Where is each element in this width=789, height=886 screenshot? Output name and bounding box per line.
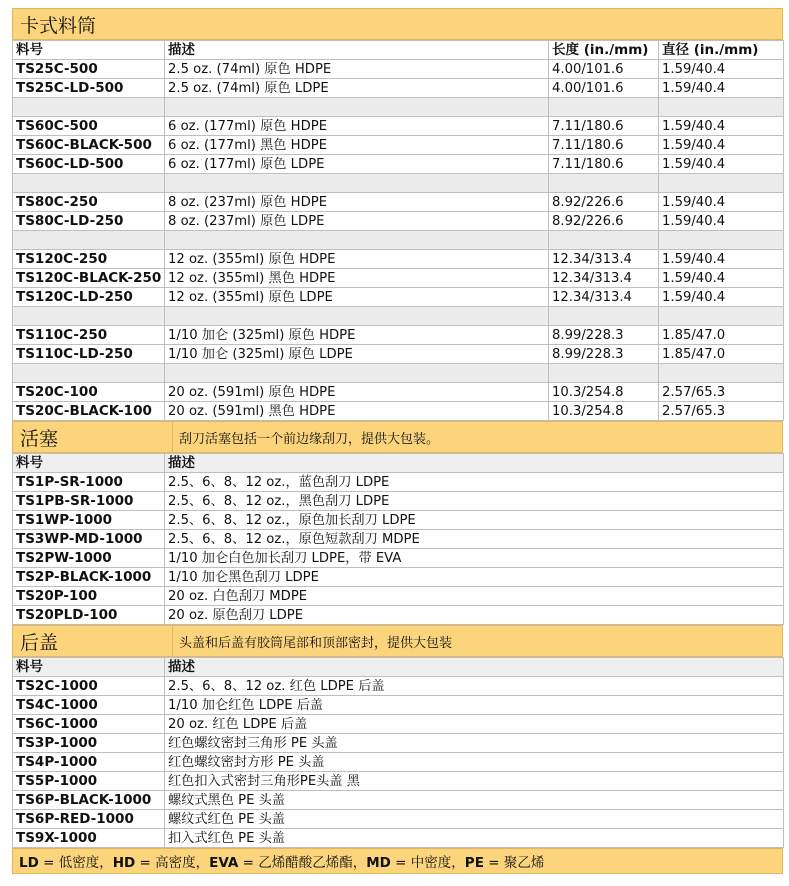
- table-row: [13, 530, 784, 549]
- caps-note: 头盖和后盖有胶筒尾部和顶部密封，提供大包装: [172, 626, 452, 656]
- part-number: TS9X-1000: [13, 829, 165, 848]
- table-row: [13, 60, 784, 79]
- plungers-table: [12, 453, 784, 625]
- part-number: TS60C-BLACK-500: [13, 136, 165, 155]
- spacer-cell: [659, 231, 784, 250]
- table-row: [13, 753, 784, 772]
- spacer-row: [13, 98, 784, 117]
- table-row: [13, 511, 784, 530]
- description: 20 oz. (591ml) 原色 HDPE: [165, 383, 549, 402]
- table-row: [13, 473, 784, 492]
- column-header: 长度 (in./mm): [549, 41, 659, 60]
- table-row: [13, 402, 784, 421]
- description: 20 oz. 原色刮刀 LDPE: [165, 606, 784, 625]
- part-number: TS5P-1000: [13, 772, 165, 791]
- part-number: TS60C-LD-500: [13, 155, 165, 174]
- spacer-cell: [549, 364, 659, 383]
- description: 红色扣入式密封三角形PE头盖 黑: [165, 772, 784, 791]
- description: 螺纹式红色 PE 头盖: [165, 810, 784, 829]
- table-row: [13, 193, 784, 212]
- description: 2.5、6、8、12 oz.，原色加长刮刀 LDPE: [165, 511, 784, 530]
- part-number: TS25C-500: [13, 60, 165, 79]
- description: 20 oz. 白色刮刀 MDPE: [165, 587, 784, 606]
- table-row: [13, 269, 784, 288]
- part-number: TS1WP-1000: [13, 511, 165, 530]
- legend-meaning: = 乙烯醋酸乙烯酯，: [238, 855, 367, 871]
- legend-meaning: = 聚乙烯: [483, 855, 545, 871]
- description: 12 oz. (355ml) 原色 LDPE: [165, 288, 549, 307]
- spacer-cell: [165, 98, 549, 117]
- table-row: [13, 734, 784, 753]
- legend-meaning: = 低密度，: [38, 855, 113, 871]
- dimension: 2.57/65.3: [659, 402, 784, 421]
- dimension: 12.34/313.4: [549, 250, 659, 269]
- table-row: [13, 715, 784, 734]
- column-header: 描述: [165, 454, 784, 473]
- spacer-cell: [165, 231, 549, 250]
- dimension: 1.59/40.4: [659, 136, 784, 155]
- dimension: 1.59/40.4: [659, 155, 784, 174]
- description: 20 oz. (591ml) 黑色 HDPE: [165, 402, 549, 421]
- spacer-cell: [13, 307, 165, 326]
- spacer-cell: [13, 364, 165, 383]
- dimension: 7.11/180.6: [549, 117, 659, 136]
- table-row: [13, 288, 784, 307]
- plungers-note: 刮刀活塞包括一个前边缘刮刀，提供大包装。: [172, 422, 439, 452]
- column-header: 料号: [13, 41, 165, 60]
- dimension: 8.99/228.3: [549, 326, 659, 345]
- legend-abbreviation: EVA: [209, 855, 239, 871]
- legend-meaning: = 中密度，: [390, 855, 465, 871]
- table-row: [13, 492, 784, 511]
- description: 6 oz. (177ml) 原色 LDPE: [165, 155, 549, 174]
- table-row: [13, 345, 784, 364]
- part-number: TS6P-BLACK-1000: [13, 791, 165, 810]
- table-row: [13, 117, 784, 136]
- legend-abbreviation: MD: [366, 855, 391, 871]
- description: 1/10 加仑黑色刮刀 LDPE: [165, 568, 784, 587]
- part-number: TS4C-1000: [13, 696, 165, 715]
- spacer-row: [13, 307, 784, 326]
- description: 扣入式红色 PE 头盖: [165, 829, 784, 848]
- part-number: TS1PB-SR-1000: [13, 492, 165, 511]
- dimension: 12.34/313.4: [549, 269, 659, 288]
- dimension: 7.11/180.6: [549, 136, 659, 155]
- description: 6 oz. (177ml) 原色 HDPE: [165, 117, 549, 136]
- spacer-cell: [659, 174, 784, 193]
- part-number: TS80C-LD-250: [13, 212, 165, 231]
- description: 红色螺纹密封三角形 PE 头盖: [165, 734, 784, 753]
- table-row: [13, 250, 784, 269]
- spacer-cell: [13, 98, 165, 117]
- dimension: 10.3/254.8: [549, 402, 659, 421]
- abbreviation-legend: [12, 848, 783, 874]
- legend-abbreviation: LD: [19, 855, 39, 871]
- legend-abbreviation: PE: [464, 855, 484, 871]
- dimension: 4.00/101.6: [549, 79, 659, 98]
- description: 2.5 oz. (74ml) 原色 HDPE: [165, 60, 549, 79]
- dimension: 8.92/226.6: [549, 193, 659, 212]
- column-header: 料号: [13, 454, 165, 473]
- part-number: TS120C-LD-250: [13, 288, 165, 307]
- cartridges-section-header: [12, 8, 783, 40]
- description: 1/10 加仑白色加长刮刀 LDPE，带 EVA: [165, 549, 784, 568]
- table-row: [13, 212, 784, 231]
- table-row: [13, 326, 784, 345]
- caps-header-row: [13, 658, 784, 677]
- dimension: 2.57/65.3: [659, 383, 784, 402]
- part-number: TS20PLD-100: [13, 606, 165, 625]
- part-number: TS110C-LD-250: [13, 345, 165, 364]
- part-number: TS60C-500: [13, 117, 165, 136]
- spacer-cell: [659, 364, 784, 383]
- cartridges-title: 卡式料筒: [20, 14, 97, 37]
- dimension: 4.00/101.6: [549, 60, 659, 79]
- part-number: TS6C-1000: [13, 715, 165, 734]
- table-row: [13, 772, 784, 791]
- plungers-title: 活塞: [20, 427, 59, 450]
- table-row: [13, 696, 784, 715]
- part-number: TS20P-100: [13, 587, 165, 606]
- legend-meaning: = 高密度，: [135, 855, 210, 871]
- dimension: 8.99/228.3: [549, 345, 659, 364]
- part-number: TS120C-250: [13, 250, 165, 269]
- dimension: 8.92/226.6: [549, 212, 659, 231]
- column-header: 料号: [13, 658, 165, 677]
- table-row: [13, 677, 784, 696]
- spacer-cell: [13, 174, 165, 193]
- spacer-cell: [549, 98, 659, 117]
- dimension: 1.59/40.4: [659, 193, 784, 212]
- caps-section-header: [12, 625, 783, 657]
- plungers-header-row: [13, 454, 784, 473]
- spacer-row: [13, 231, 784, 250]
- description: 6 oz. (177ml) 黑色 HDPE: [165, 136, 549, 155]
- spacer-cell: [659, 307, 784, 326]
- description: 2.5、6、8、12 oz. 红色 LDPE 后盖: [165, 677, 784, 696]
- part-number: TS2PW-1000: [13, 549, 165, 568]
- description: 20 oz. 红色 LDPE 后盖: [165, 715, 784, 734]
- plungers-section-header: [12, 421, 783, 453]
- dimension: 1.59/40.4: [659, 288, 784, 307]
- dimension: 1.85/47.0: [659, 326, 784, 345]
- part-number: TS1P-SR-1000: [13, 473, 165, 492]
- caps-title: 后盖: [20, 631, 59, 654]
- table-row: [13, 791, 784, 810]
- part-number: TS20C-BLACK-100: [13, 402, 165, 421]
- dimension: 1.59/40.4: [659, 250, 784, 269]
- part-number: TS120C-BLACK-250: [13, 269, 165, 288]
- table-row: [13, 810, 784, 829]
- cartridges-table: [12, 40, 784, 421]
- spacer-cell: [549, 231, 659, 250]
- legend-abbreviation: HD: [112, 855, 136, 871]
- dimension: 1.59/40.4: [659, 117, 784, 136]
- dimension: 1.59/40.4: [659, 269, 784, 288]
- description: 8 oz. (237ml) 原色 HDPE: [165, 193, 549, 212]
- column-header: 直径 (in./mm): [659, 41, 784, 60]
- part-number: TS4P-1000: [13, 753, 165, 772]
- spacer-cell: [549, 307, 659, 326]
- spacer-row: [13, 364, 784, 383]
- description: 1/10 加仑红色 LDPE 后盖: [165, 696, 784, 715]
- spacer-cell: [165, 174, 549, 193]
- part-number: TS2P-BLACK-1000: [13, 568, 165, 587]
- description: 1/10 加仑 (325ml) 原色 HDPE: [165, 326, 549, 345]
- part-number: TS80C-250: [13, 193, 165, 212]
- column-header: 描述: [165, 41, 549, 60]
- spacer-cell: [549, 174, 659, 193]
- part-number: TS3WP-MD-1000: [13, 530, 165, 549]
- description: 2.5、6、8、12 oz.，蓝色刮刀 LDPE: [165, 473, 784, 492]
- cartridges-header-row: [13, 41, 784, 60]
- dimension: 12.34/313.4: [549, 288, 659, 307]
- part-number: TS3P-1000: [13, 734, 165, 753]
- description: 红色螺纹密封方形 PE 头盖: [165, 753, 784, 772]
- part-number: TS110C-250: [13, 326, 165, 345]
- part-number: TS25C-LD-500: [13, 79, 165, 98]
- table-row: [13, 829, 784, 848]
- dimension: 1.85/47.0: [659, 345, 784, 364]
- description: 2.5 oz. (74ml) 原色 LDPE: [165, 79, 549, 98]
- description: 12 oz. (355ml) 黑色 HDPE: [165, 269, 549, 288]
- spacer-cell: [165, 364, 549, 383]
- description: 螺纹式黑色 PE 头盖: [165, 791, 784, 810]
- table-row: [13, 155, 784, 174]
- description: 2.5、6、8、12 oz.，黑色刮刀 LDPE: [165, 492, 784, 511]
- table-row: [13, 383, 784, 402]
- column-header: 描述: [165, 658, 784, 677]
- part-number: TS20C-100: [13, 383, 165, 402]
- spacer-cell: [13, 231, 165, 250]
- dimension: 1.59/40.4: [659, 60, 784, 79]
- table-row: [13, 587, 784, 606]
- description: 1/10 加仑 (325ml) 原色 LDPE: [165, 345, 549, 364]
- description: 8 oz. (237ml) 原色 LDPE: [165, 212, 549, 231]
- dimension: 7.11/180.6: [549, 155, 659, 174]
- dimension: 1.59/40.4: [659, 79, 784, 98]
- part-number: TS6P-RED-1000: [13, 810, 165, 829]
- table-row: [13, 79, 784, 98]
- caps-table: [12, 657, 784, 848]
- spacer-cell: [165, 307, 549, 326]
- table-row: [13, 606, 784, 625]
- dimension: 1.59/40.4: [659, 212, 784, 231]
- part-number: TS2C-1000: [13, 677, 165, 696]
- table-row: [13, 549, 784, 568]
- spacer-cell: [659, 98, 784, 117]
- description: 12 oz. (355ml) 原色 HDPE: [165, 250, 549, 269]
- table-row: [13, 136, 784, 155]
- description: 2.5、6、8、12 oz.，原色短款刮刀 MDPE: [165, 530, 784, 549]
- table-row: [13, 568, 784, 587]
- dimension: 10.3/254.8: [549, 383, 659, 402]
- spacer-row: [13, 174, 784, 193]
- product-catalog: [12, 8, 783, 874]
